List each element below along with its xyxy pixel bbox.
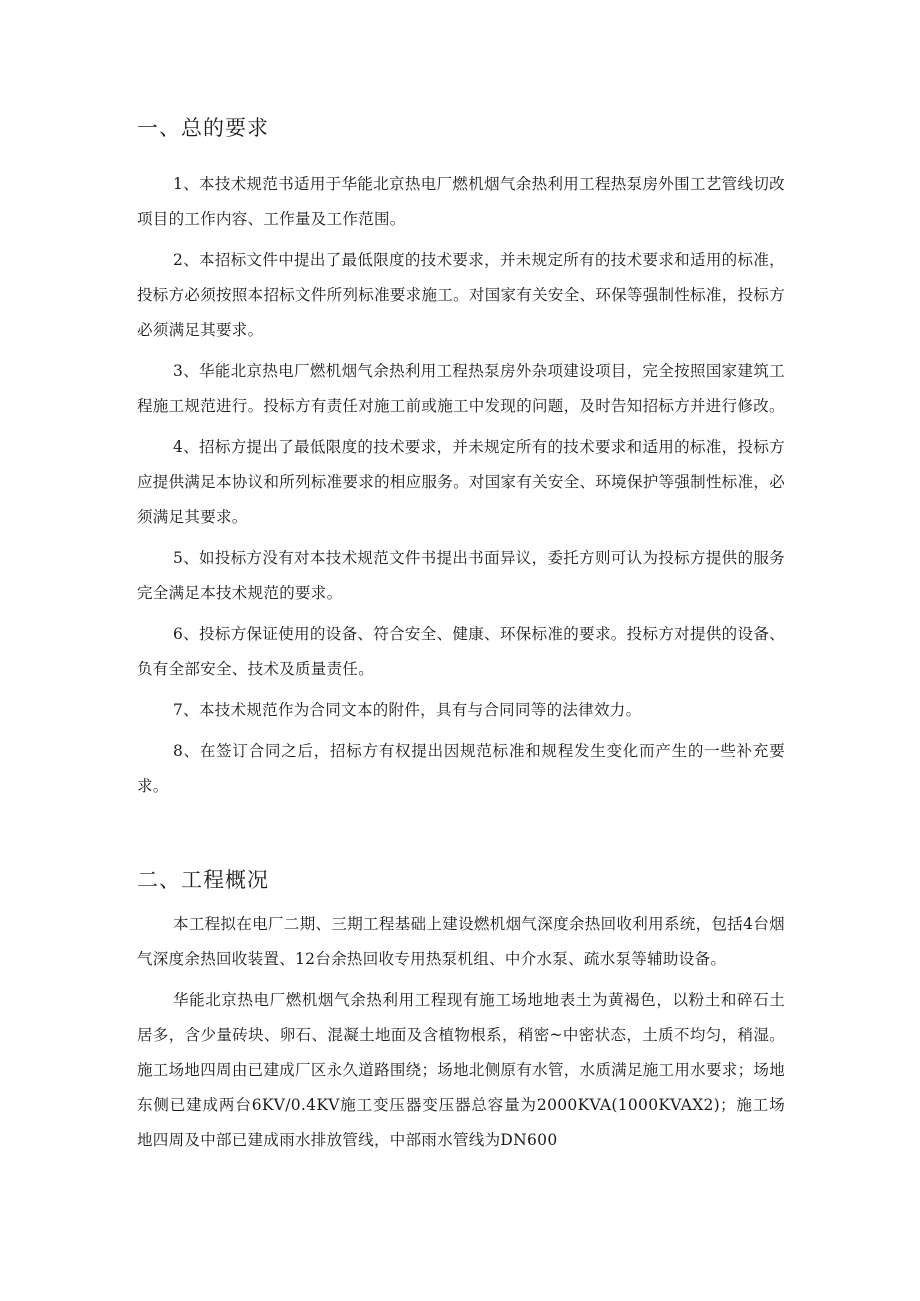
- paragraph: 8、在签订合同之后，招标方有权提出因规范标准和规程发生变化而产生的一些补充要求。: [137, 742, 785, 795]
- paragraph: 华能北京热电厂燃机烟气余热利用工程现有施工场地地表土为黄褐色，以粉土和碎石土居多，含少量砖块、卵石、混凝土地面及含植物根系，稍密~中密状态，土质不均匀，稍湿。施工场地四周由已建成厂区永久道路围绕；场地北侧原有水管，水质满足施工用水要求；场地东侧已建成两台6KV/0.4KV施工变压器变压器总容量为2000KVA(1000KVAX2)；施工场地四周及中部已建成雨水排放管线，中部雨水管线为DN600: [137, 991, 785, 1149]
- section-heading: 二、工程概况: [137, 868, 269, 892]
- paragraph: 2、本招标文件中提出了最低限度的技术要求，并未规定所有的技术要求和适用的标准，投标方必须按照本招标文件所列标准要求施工。对国家有关安全、环保等强制性标准，投标方必须满足其要求。: [137, 251, 785, 339]
- paragraph: 1、本技术规范书适用于华能北京热电厂燃机烟气余热利用工程热泵房外围工艺管线切改项目的工作内容、工作量及工作范围。: [137, 175, 785, 228]
- section-general-requirements: [137, 114, 785, 804]
- paragraph: 7、本技术规范作为合同文本的附件，具有与合同同等的法律效力。: [173, 701, 642, 719]
- paragraph: 3、华能北京热电厂燃机烟气余热利用工程热泵房外杂项建设项目，完全按照国家建筑工程施工规范进行。投标方有责任对施工前或施工中发现的问题，及时告知招标方并进行修改。: [137, 362, 785, 415]
- paragraph-list: [137, 907, 785, 1158]
- paragraph-list: [137, 167, 785, 804]
- paragraph: 6、投标方保证使用的设备、符合安全、健康、环保标准的要求。投标方对提供的设备、负有全部安全、技术及质量责任。: [137, 625, 785, 678]
- paragraph: 4、招标方提出了最低限度的技术要求，并未规定所有的技术要求和适用的标准，投标方应提供满足本协议和所列标准要求的相应服务。对国家有关安全、环境保护等强制性标准，必须满足其要求。: [137, 438, 785, 526]
- section-project-overview: [137, 866, 785, 1158]
- section-heading: 一、总的要求: [137, 116, 269, 140]
- paragraph: 5、如投标方没有对本技术规范文件书提出书面异议，委托方则可认为投标方提供的服务完全满足本技术规范的要求。: [137, 549, 785, 602]
- paragraph: 本工程拟在电厂二期、三期工程基础上建设燃机烟气深度余热回收利用系统，包括4台烟气深度余热回收装置、12台余热回收专用热泵机组、中介水泵、疏水泵等辅助设备。: [137, 915, 785, 968]
